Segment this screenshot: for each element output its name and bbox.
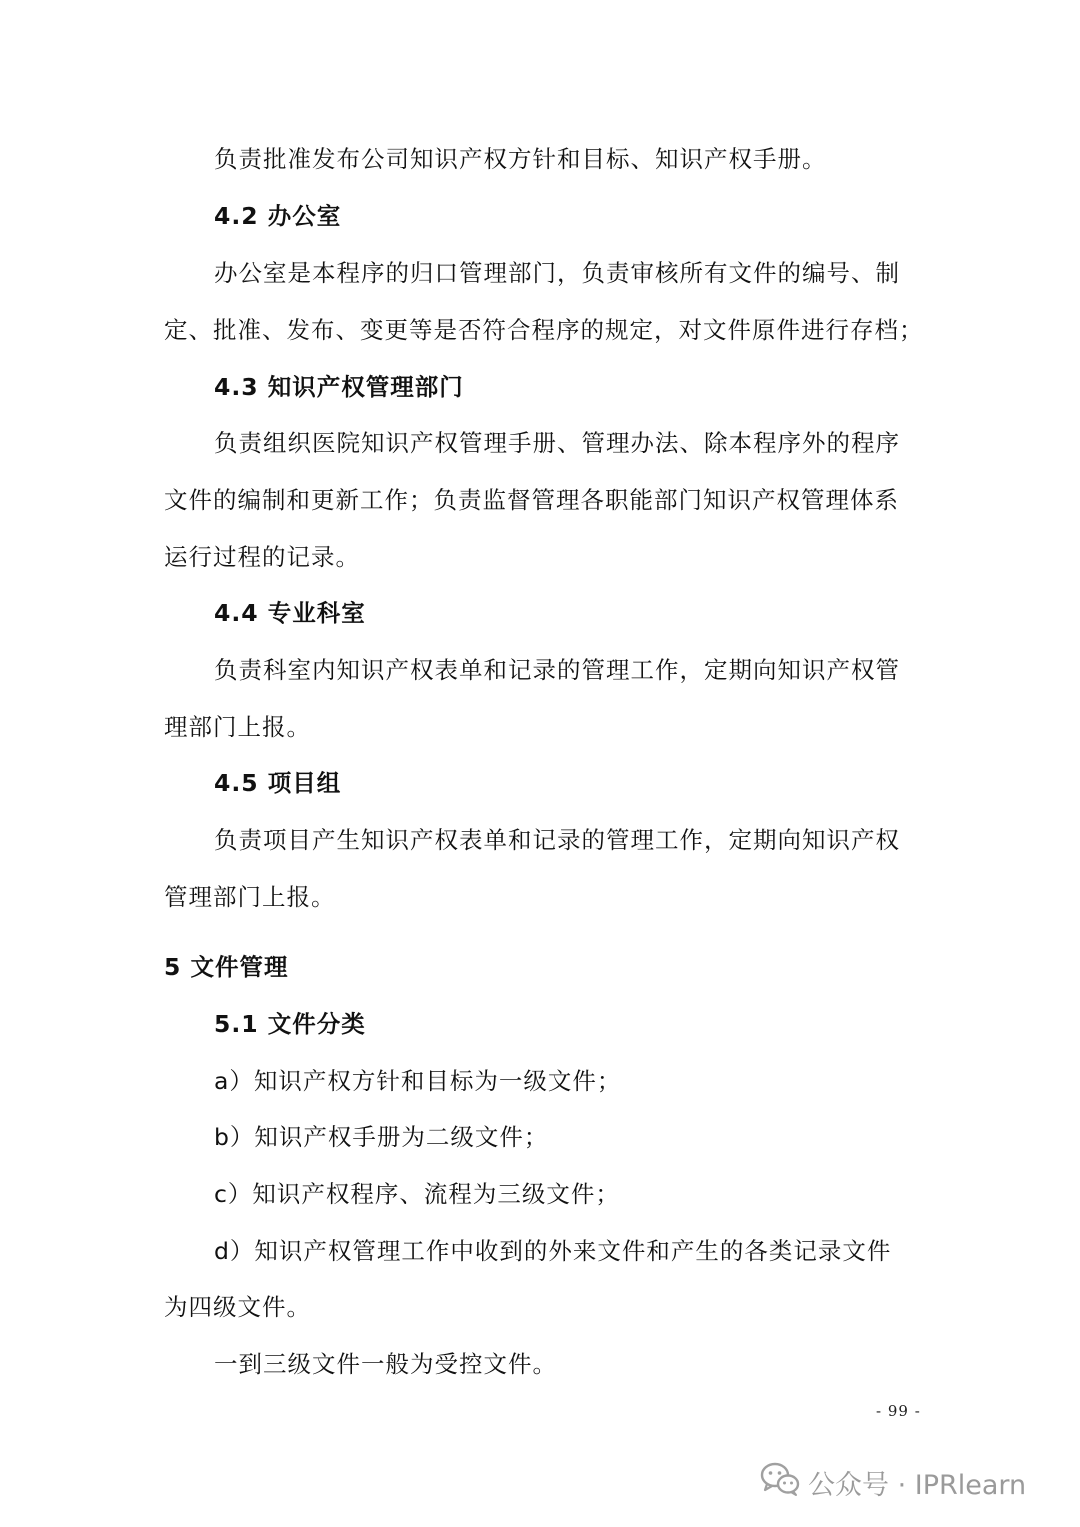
paragraph-line: 办公室是本程序的归口管理部门，负责审核所有文件的编号、制	[214, 259, 900, 287]
section-heading: 4.3 知识产权管理部门	[214, 373, 464, 401]
paragraph-line: 一到三级文件一般为受控文件。	[214, 1350, 557, 1378]
wechat-icon	[760, 1462, 800, 1503]
paragraph-line: 负责项目产生知识产权表单和记录的管理工作，定期向知识产权	[214, 826, 900, 854]
section-heading: 4.2 办公室	[214, 202, 342, 230]
list-item: b）知识产权手册为二级文件；	[214, 1123, 549, 1151]
paragraph-line: 负责科室内知识产权表单和记录的管理工作，定期向知识产权管	[214, 656, 900, 684]
section-heading: 5.1 文件分类	[214, 1010, 366, 1038]
paragraph-line: 为四级文件。	[164, 1293, 311, 1321]
paragraph-line: 负责组织医院知识产权管理手册、管理办法、除本程序外的程序	[214, 429, 900, 457]
section-heading: 4.5 项目组	[214, 769, 342, 797]
section-heading: 4.4 专业科室	[214, 599, 366, 627]
paragraph-line: 管理部门上报。	[164, 883, 336, 911]
list-item: d）知识产权管理工作中收到的外来文件和产生的各类记录文件	[214, 1237, 892, 1265]
list-item: a）知识产权方针和目标为一级文件；	[214, 1067, 622, 1095]
chapter-heading: 5 文件管理	[164, 953, 289, 981]
paragraph-line: 文件的编制和更新工作；负责监督管理各职能部门知识产权管理体系	[164, 486, 899, 514]
paragraph-line: 理部门上报。	[164, 713, 311, 741]
watermark	[760, 1462, 1026, 1503]
paragraph-line: 定、批准、发布、变更等是否符合程序的规定，对文件原件进行存档；	[164, 316, 924, 344]
watermark-text: 公众号 · IPRlearn	[808, 1470, 1027, 1501]
page-number: - 99 -	[876, 1402, 921, 1420]
paragraph-line: 负责批准发布公司知识产权方针和目标、知识产权手册。	[214, 145, 827, 173]
paragraph-line: 运行过程的记录。	[164, 543, 360, 571]
list-item: c）知识产权程序、流程为三级文件；	[214, 1180, 620, 1208]
